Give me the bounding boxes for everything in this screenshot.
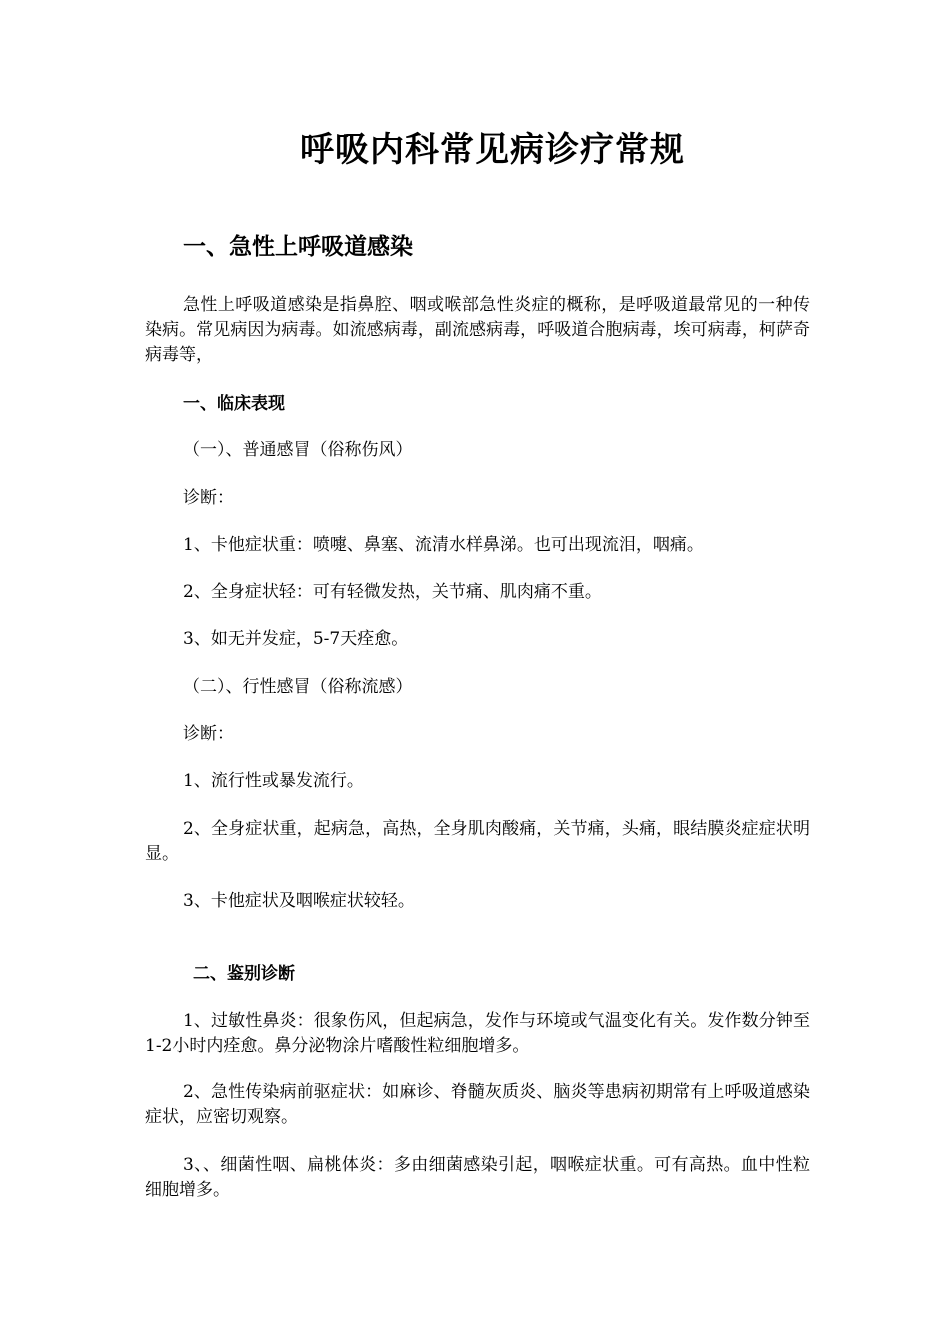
differential-heading: 二、鉴别诊断 <box>193 964 295 984</box>
common-cold-diagnosis-label: 诊断： <box>183 488 234 508</box>
common-cold-subheading: （一）、普通感冒（俗称伤风） <box>183 440 413 460</box>
common-cold-item: 3、如无并发症，5-7天痊愈。 <box>183 629 409 649</box>
document-title: 呼吸内科常见病诊疗常规 <box>300 130 685 170</box>
influenza-item: 1、流行性或暴发流行。 <box>183 771 364 791</box>
clinical-heading: 一、临床表现 <box>183 394 285 414</box>
differential-item: 2、急性传染病前驱症状：如麻诊、脊髓灰质炎、脑炎等患病初期常有上呼吸道感染症状，应密切观察。 <box>145 1082 810 1127</box>
common-cold-item: 1、卡他症状重：喷嚏、鼻塞、流清水样鼻涕。也可出现流泪，咽痛。 <box>183 535 704 555</box>
section-title: 一、急性上呼吸道感染 <box>183 233 413 260</box>
common-cold-item: 2、全身症状轻：可有轻微发热，关节痛、肌肉痛不重。 <box>183 582 602 602</box>
influenza-subheading: （二）、行性感冒（俗称流感） <box>183 677 413 697</box>
differential-item: 1、过敏性鼻炎：很象伤风，但起病急，发作与环境或气温变化有关。发作数分钟至1-2小时内痊愈。鼻分泌物涂片嗜酸性粒细胞增多。 <box>145 1011 810 1056</box>
intro-paragraph: 急性上呼吸道感染是指鼻腔、咽或喉部急性炎症的概称，是呼吸道最常见的一种传染病。常见病因为病毒。如流感病毒，副流感病毒，呼吸道合胞病毒，埃可病毒，柯萨奇病毒等， <box>145 295 810 365</box>
influenza-diagnosis-label: 诊断： <box>183 724 234 744</box>
differential-item: 3、、细菌性咽、扁桃体炎：多由细菌感染引起，咽喉症状重。可有高热。血中性粒细胞增多。 <box>145 1155 810 1200</box>
influenza-item: 3、卡他症状及咽喉症状较轻。 <box>183 891 415 911</box>
influenza-item: 2、全身症状重，起病急，高热，全身肌肉酸痛，关节痛，头痛，眼结膜炎症症状明显。 <box>145 819 810 864</box>
